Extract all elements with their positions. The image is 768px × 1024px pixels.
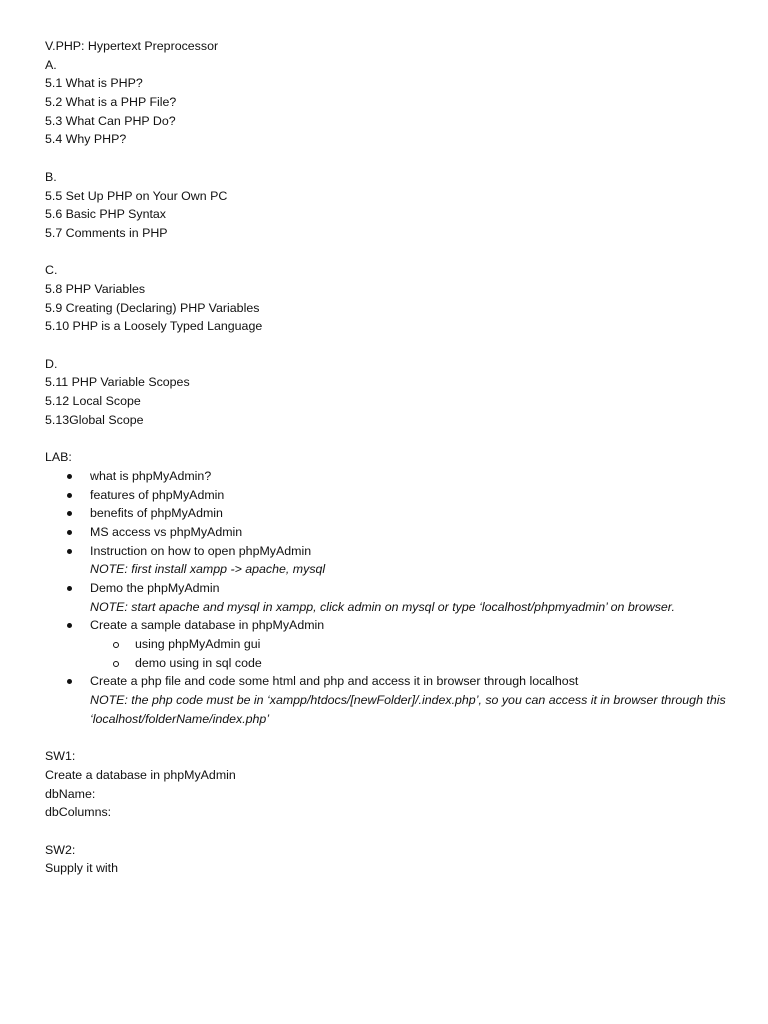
spacer (45, 822, 735, 841)
toc-item: 5.5 Set Up PHP on Your Own PC (45, 188, 228, 203)
toc-item: 5.2 What is a PHP File? (45, 95, 177, 110)
spacer (45, 336, 735, 355)
sw1-section (45, 747, 735, 822)
toc-item: 5.11 PHP Variable Scopes (45, 375, 190, 390)
toc-item: 5.7 Comments in PHP (45, 225, 168, 240)
toc-item: 5.13Global Scope (45, 412, 144, 427)
lab-sub-list (90, 635, 735, 672)
sw1-label: SW1: (45, 749, 76, 764)
list-item (45, 542, 735, 579)
bullet-icon (66, 542, 76, 561)
document-page (45, 37, 735, 878)
spacer (45, 429, 735, 448)
lab-item-note: NOTE: first install xampp -> apache, mysql (90, 562, 326, 577)
spacer (45, 243, 735, 262)
bullet-icon (66, 486, 76, 505)
lab-item-note: NOTE: start apache and mysql in xampp, click admin on mysql or type ‘localhost/phpmyadmin’ on browser. (90, 599, 675, 614)
toc-item: 5.1 What is PHP? (45, 76, 143, 91)
bullet-icon (66, 467, 76, 486)
bullet-icon (66, 616, 76, 635)
sub-list-item (90, 654, 735, 673)
list-item (45, 504, 735, 523)
list-item (45, 579, 735, 616)
section-d (45, 355, 735, 430)
lab-item-note: NOTE: the php code must be in ‘xampp/htdocs/[newFolder]/.index.php’, so you can access it in browser through this ‘localhost/folderName/index.php’ (90, 693, 726, 726)
list-item (45, 616, 735, 672)
toc-item: 5.6 Basic PHP Syntax (45, 207, 166, 222)
sw2-section (45, 841, 735, 878)
toc-item: 5.9 Creating (Declaring) PHP Variables (45, 300, 260, 315)
toc-item: 5.8 PHP Variables (45, 281, 146, 296)
lab-item-text: MS access vs phpMyAdmin (90, 524, 243, 539)
toc-item: 5.12 Local Scope (45, 394, 141, 409)
bullet-icon (66, 523, 76, 542)
sw1-line: dbName: (45, 786, 96, 801)
spacer (45, 149, 735, 168)
hollow-bullet-icon (113, 635, 123, 654)
spacer (45, 729, 735, 748)
lab-item-text: Demo the phpMyAdmin (90, 580, 220, 595)
toc-item: 5.4 Why PHP? (45, 132, 127, 147)
lab-item-text: Create a php file and code some html and php and access it in browser through localhost (90, 674, 579, 689)
lab-label: LAB: (45, 450, 72, 465)
list-item (45, 467, 735, 486)
list-item (45, 523, 735, 542)
lab-list (45, 467, 735, 729)
section-label: A. (45, 57, 57, 72)
bullet-icon (66, 579, 76, 598)
sub-item-text: demo using in sql code (135, 655, 262, 670)
sw1-line: Create a database in phpMyAdmin (45, 767, 236, 782)
section-a (45, 56, 735, 149)
lab-item-text: what is phpMyAdmin? (90, 468, 212, 483)
toc-item: 5.3 What Can PHP Do? (45, 113, 176, 128)
bullet-icon (66, 504, 76, 523)
section-c (45, 261, 735, 336)
lab-item-text: benefits of phpMyAdmin (90, 506, 223, 521)
sub-item-text: using phpMyAdmin gui (135, 637, 261, 652)
list-item (45, 672, 735, 728)
sub-list-item (90, 635, 735, 654)
hollow-bullet-icon (113, 654, 123, 673)
section-label: B. (45, 169, 57, 184)
lab-item-text: features of phpMyAdmin (90, 487, 225, 502)
lab-section (45, 448, 735, 728)
section-b (45, 168, 735, 243)
list-item (45, 486, 735, 505)
sw1-line: dbColumns: (45, 805, 112, 820)
toc-item: 5.10 PHP is a Loosely Typed Language (45, 319, 263, 334)
lab-item-text: Instruction on how to open phpMyAdmin (90, 543, 312, 558)
document-title: V.PHP: Hypertext Preprocessor (45, 39, 219, 53)
section-label: D. (45, 356, 58, 371)
sw2-label: SW2: (45, 842, 76, 857)
section-label: C. (45, 263, 58, 278)
bullet-icon (66, 672, 76, 691)
lab-item-text: Create a sample database in phpMyAdmin (90, 618, 325, 633)
sw2-line: Supply it with (45, 861, 119, 876)
